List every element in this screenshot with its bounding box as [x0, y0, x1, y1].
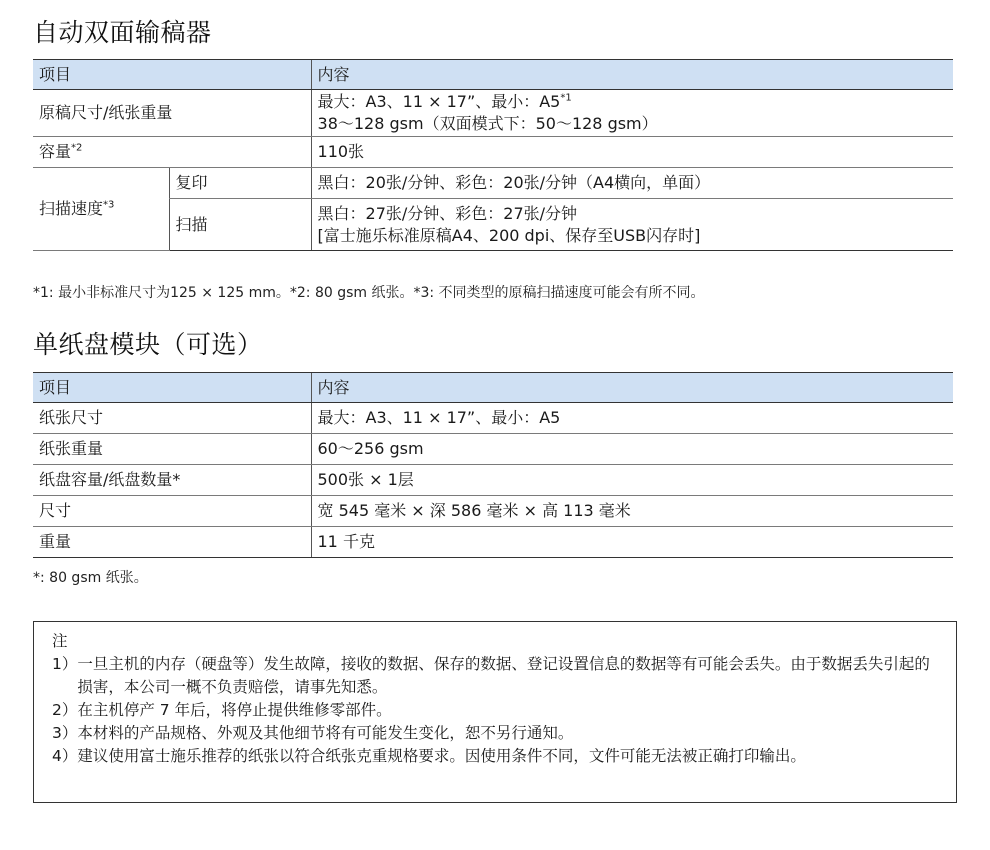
row-label: 纸盘容量/纸盘数量*	[33, 465, 311, 496]
row-label	[33, 137, 311, 168]
footnote-marker: *3	[103, 199, 115, 211]
note-number: 2）	[52, 701, 78, 719]
row-value: 110张	[311, 137, 953, 168]
sub-label: 复印	[169, 168, 311, 199]
row-value: 500张 × 1层	[311, 465, 953, 496]
table-row	[33, 403, 953, 434]
row-value: 11 千克	[311, 527, 953, 558]
note-item	[52, 653, 942, 699]
note-number: 4）	[52, 747, 78, 765]
value-line: [富士施乐标准原稿A4、200 dpi、保存至USB闪存时]	[317, 225, 701, 245]
row-label	[33, 168, 169, 251]
note-item	[52, 722, 942, 745]
row-value: 最大：A3、11 × 17”、最小：A5	[311, 403, 953, 434]
table-row	[33, 527, 953, 558]
note-item	[52, 745, 942, 768]
note-text: 在主机停产 7 年后，将停止提供维修零部件。	[77, 701, 392, 719]
note-text: 建议使用富士施乐推荐的纸张以符合纸张克重规格要求。因使用条件不同，文件可能无法被正确打印输出。	[77, 747, 806, 765]
footnote-tray: *: 80 gsm 纸张。	[33, 570, 148, 586]
note-text: 本材料的产品规格、外观及其他细节将有可能发生变化，恕不另行通知。	[77, 724, 574, 742]
label-text: 扫描速度	[39, 199, 104, 218]
note-text: 一旦主机的内存（硬盘等）发生故障，接收的数据、保存的数据、登记设置信息的数据等有可能会丢失。由于数据丢失引起的损害，本公司一概不负责赔偿，请事先知悉。	[77, 655, 930, 696]
row-label: 纸张重量	[33, 434, 311, 465]
table-row	[33, 465, 953, 496]
row-value: 60～256 gsm	[311, 434, 953, 465]
row-value	[311, 199, 953, 251]
row-value: 宽 545 毫米 × 深 586 毫米 × 高 113 毫米	[311, 496, 953, 527]
table-header-row	[33, 60, 953, 90]
header-item: 项目	[33, 373, 311, 403]
label-text: 容量	[39, 142, 72, 161]
notes-heading: 注	[52, 632, 68, 650]
note-item	[52, 699, 942, 722]
table-row	[33, 496, 953, 527]
table-row	[33, 199, 953, 251]
header-content: 内容	[311, 60, 953, 90]
table-row	[33, 90, 953, 137]
row-value	[311, 90, 953, 137]
table-row	[33, 168, 953, 199]
notes-box	[33, 621, 957, 803]
sub-label: 扫描	[169, 199, 311, 251]
section-title-tray-module: 单纸盘模块（可选）	[33, 330, 263, 359]
header-item: 项目	[33, 60, 311, 90]
table-row	[33, 434, 953, 465]
value-line: 38～128 gsm（双面模式下：50～128 gsm）	[317, 114, 658, 133]
table-row	[33, 137, 953, 168]
note-number: 3）	[52, 724, 78, 742]
row-label: 原稿尺寸/纸张重量	[33, 90, 311, 137]
footnote-adf: *1: 最小非标准尺寸为125 × 125 mm。*2: 80 gsm 纸张。*3: 不同类型的原稿扫描速度可能会有所不同。	[33, 285, 705, 301]
row-label: 尺寸	[33, 496, 311, 527]
value-line: 最大：A3、11 × 17”、最小：A5	[317, 92, 561, 111]
value-line: 黑白：27张/分钟、彩色：27张/分钟	[317, 203, 578, 223]
table-header-row	[33, 373, 953, 403]
tray-spec-table	[33, 372, 953, 558]
row-label: 重量	[33, 527, 311, 558]
footnote-marker: *1	[560, 92, 572, 104]
row-value: 黑白：20张/分钟、彩色：20张/分钟（A4横向，单面）	[311, 168, 953, 199]
section-title-adf: 自动双面输稿器	[33, 18, 212, 47]
header-content: 内容	[311, 373, 953, 403]
footnote-marker: *2	[71, 142, 83, 154]
note-number: 1）	[52, 655, 78, 673]
row-label: 纸张尺寸	[33, 403, 311, 434]
adf-spec-table	[33, 59, 953, 251]
